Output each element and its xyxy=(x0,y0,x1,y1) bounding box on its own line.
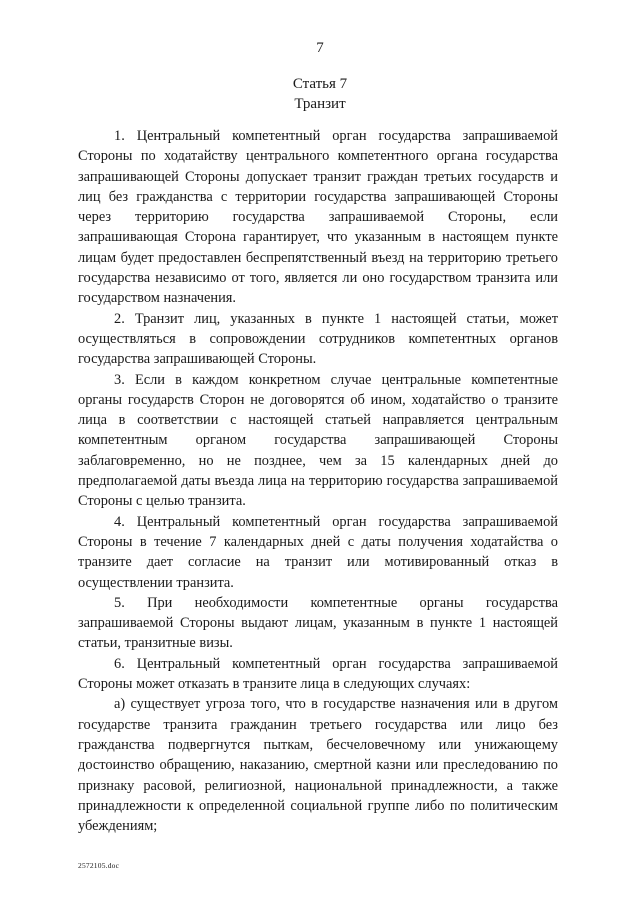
paragraph-2: 2. Транзит лиц, указанных в пункте 1 настоящей статьи, может осуществляться в сопровождении сотрудников компетентных органов государства запрашивающей Стороны. xyxy=(78,310,558,368)
document-filename: 2572105.doc xyxy=(78,861,120,870)
paragraph-5: 5. При необходимости компетентные органы государства запрашиваемой Стороны выдают лицам, указанным в пункте 1 настоящей статьи, транзитные визы. xyxy=(78,594,558,652)
article-title: Статья 7 xyxy=(292,76,348,92)
paragraph-6: 6. Центральный компетентный орган государства запрашиваемой Стороны может отказать в транзите лица в следующих случаях: xyxy=(78,655,558,693)
page-number: 7 xyxy=(316,40,324,56)
article-body xyxy=(78,126,558,836)
article-heading xyxy=(0,74,640,114)
paragraph-3: 3. Если в каждом конкретном случае центральные компетентные органы государств Сторон не договорятся об ином, ходатайство о транзите лица в соответствии с настоящей статьей направляется центральным компетентным органом государства запрашивающей Стороны заблаговременно, но не позднее, чем за 15 календарных дней до предполагаемой даты въезда лица на территорию государства запрашиваемой Стороны с целью транзита. xyxy=(78,371,558,510)
article-subtitle: Транзит xyxy=(294,96,346,112)
paragraph-1: 1. Центральный компетентный орган государства запрашиваемой Стороны по ходатайству центрального компетентного органа государства запрашивающей Стороны допускает транзит граждан третьих государств и лиц без гражданства с территории государства запрашивающей Стороны через территорию государства запрашиваемой Стороны, если запрашивающая Сторона гарантирует, что указанным в настоящем пункте лицам будет предоставлен беспрепятственный въезд на территорию третьего государства независимо от того, является ли оно государством транзита или государством назначения. xyxy=(78,128,558,307)
paragraph-4: 4. Центральный компетентный орган государства запрашиваемой Стороны в течение 7 календарных дней с даты получения ходатайства о транзите дает согласие на транзит или мотивированный отказ в осуществлении транзита. xyxy=(78,513,558,591)
paragraph-6a: а) существует угроза того, что в государстве назначения или в другом государстве транзита гражданин третьего государства или лицо без гражданства подвергнутся пыткам, бесчеловечному или унижающему достоинство обращению, наказанию, смертной казни или преследованию по признаку расовой, религиозной, национальной принадлежности, а также принадлежности к определенной социальной группе либо по политическим убеждениям; xyxy=(78,696,558,835)
